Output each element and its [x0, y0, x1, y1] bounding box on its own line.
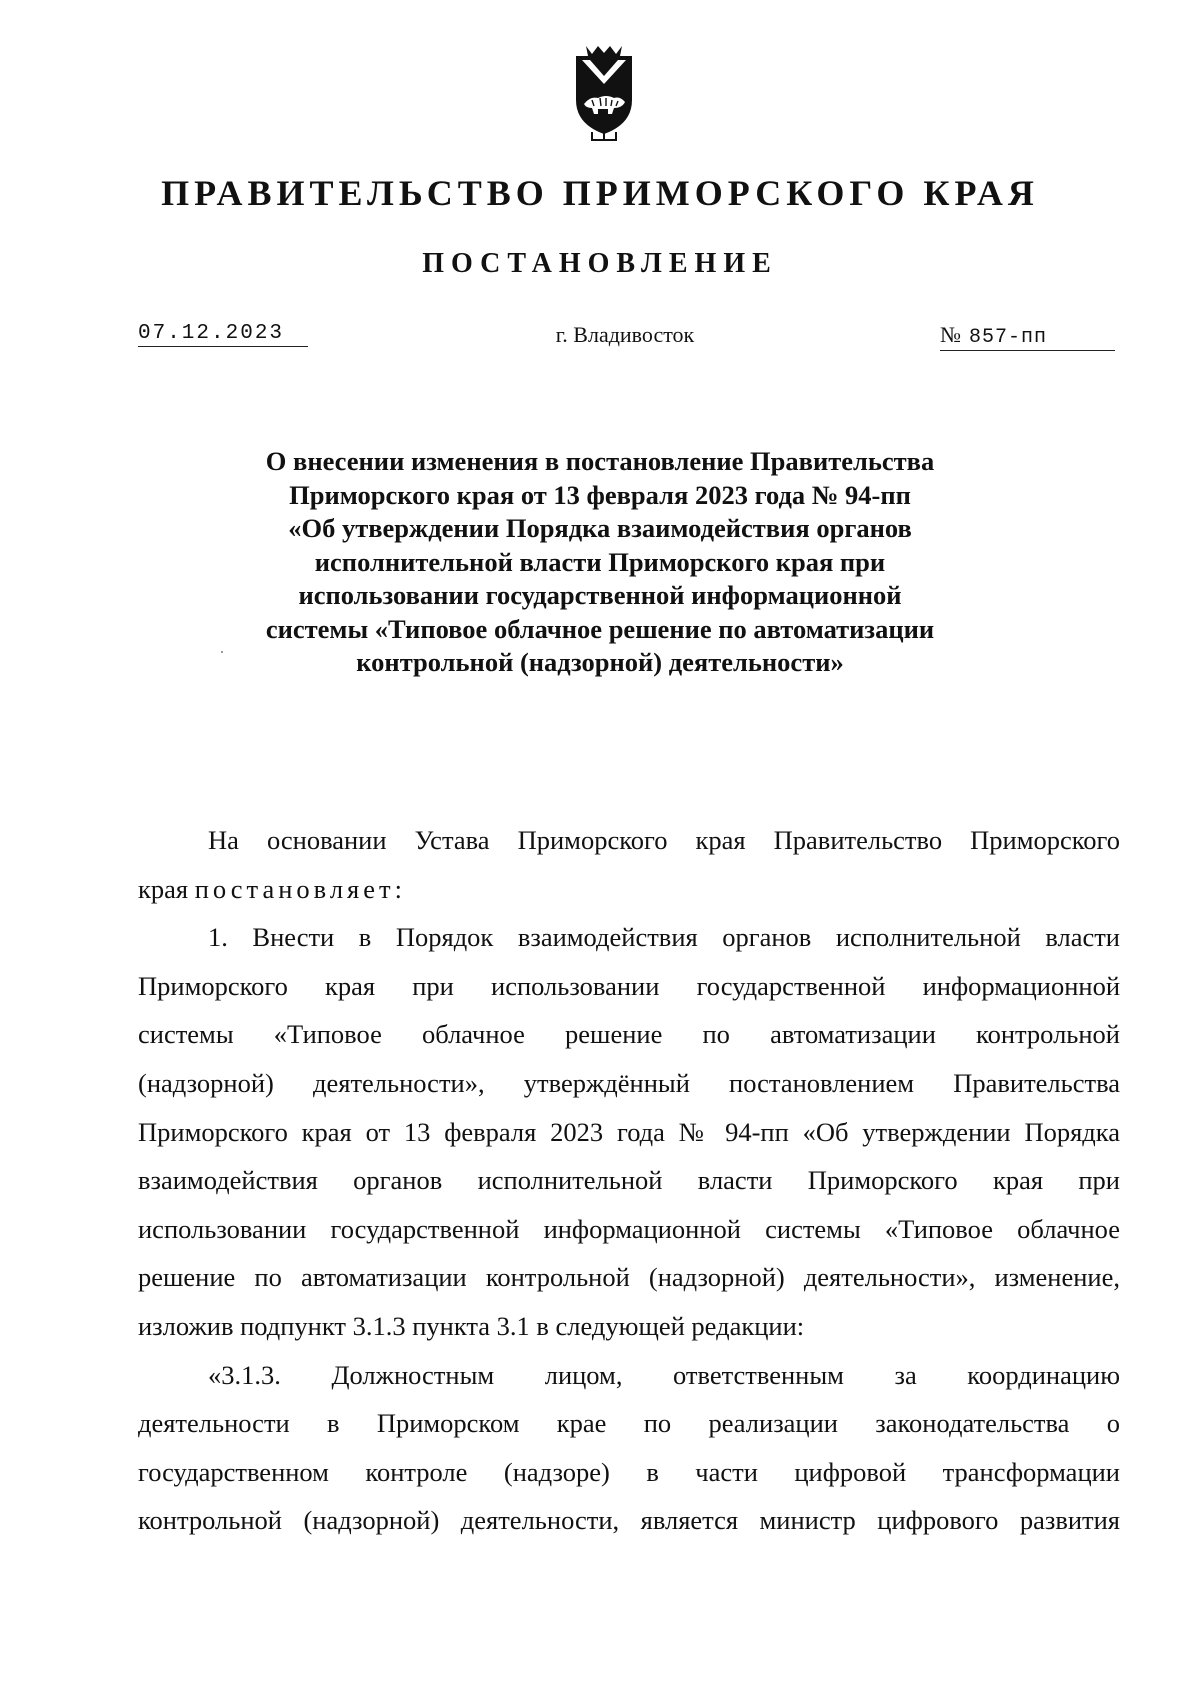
- subject-line: системы «Типовое облачное решение по автоматизации: [265, 613, 935, 644]
- preamble-text: края: [138, 873, 195, 904]
- number-sign: №: [940, 322, 961, 347]
- government-title: ПРАВИТЕЛЬСТВО ПРИМОРСКОГО КРАЯ: [161, 173, 1039, 213]
- document-number: [940, 322, 1115, 351]
- item1-line: использовании государственной информационной системы «Типовое облачное: [138, 1213, 1120, 1244]
- document-city: г. Владивосток: [555, 322, 695, 347]
- item1-line: (надзорной) деятельности», утверждённый постановлением Правительства: [138, 1067, 1120, 1098]
- item1-line: Приморского края при использовании государственной информационной: [138, 970, 1120, 1001]
- item1-line: системы «Типовое облачное решение по автоматизации контрольной: [138, 1019, 1120, 1050]
- item1-line: 1. Внести в Порядок взаимодействия органов исполнительной власти: [208, 922, 1120, 953]
- document-body: [138, 816, 1120, 1545]
- quote-line: «3.1.3. Должностным лицом, ответственным за координацию: [208, 1359, 1120, 1390]
- quote-line: контрольной (надзорной) деятельности, является министр цифрового развития: [138, 1505, 1120, 1536]
- subject-line: «Об утверждении Порядка взаимодействия органов: [288, 513, 912, 543]
- subject-line: исполнительной власти Приморского края при: [314, 546, 886, 577]
- resolves-word: постановляет:: [194, 873, 406, 904]
- preamble-line: На основании Устава Приморского края Правительство Приморского: [208, 825, 1120, 855]
- quote-line: государственном контроле (надзоре) в части цифровой трансформации: [138, 1456, 1120, 1487]
- quote-line: деятельности в Приморском крае по реализации законодательства о: [138, 1408, 1120, 1439]
- item1-line: изложив подпункт 3.1.3 пункта 3.1 в следующей редакции:: [138, 1310, 805, 1341]
- item1-line: взаимодействия органов исполнительной власти Приморского края при: [138, 1165, 1120, 1196]
- subject-line: Приморского края от 13 февраля 2023 года № 94-пп: [289, 479, 911, 510]
- item1-line: решение по автоматизации контрольной (надзорной) деятельности», изменение,: [138, 1262, 1120, 1293]
- item1-line: Приморского края от 13 февраля 2023 года № 94-пп «Об утверждении Порядка: [138, 1116, 1120, 1147]
- subject-line: контрольной (надзорной) деятельности»: [356, 647, 844, 677]
- document-date: 07.12.2023: [138, 322, 308, 347]
- number-value: 857-пп: [969, 326, 1048, 349]
- subject-line: использовании государственной информационной: [298, 580, 902, 610]
- coat-of-arms-icon: [568, 40, 640, 142]
- preamble-line: [138, 865, 1120, 914]
- document-subject: [170, 445, 1030, 680]
- subject-line: О внесении изменения в постановление Правительства: [265, 446, 935, 476]
- document-type: ПОСТАНОВЛЕНИЕ: [422, 248, 778, 279]
